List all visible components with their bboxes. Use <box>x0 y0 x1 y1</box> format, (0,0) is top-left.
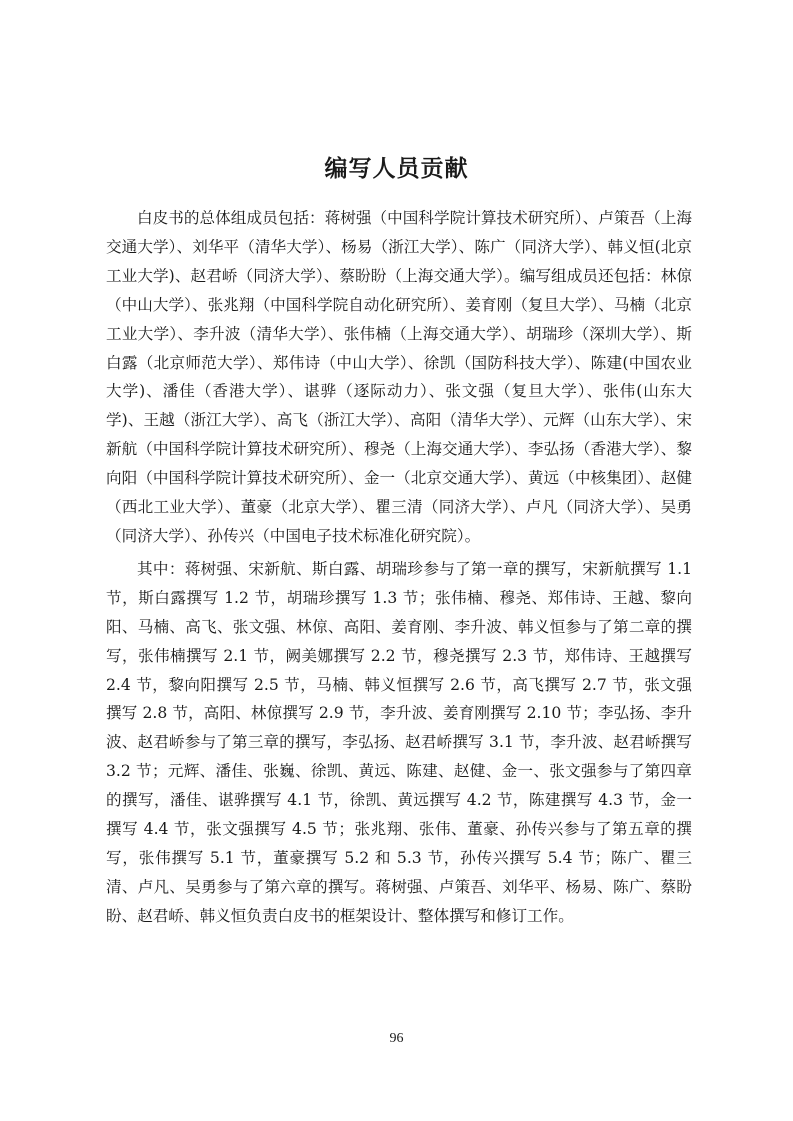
page-title: 编写人员贡献 <box>324 156 469 182</box>
paragraph-contributions: 其中：蒋树强、宋新航、斯白露、胡瑞珍参与了第一章的撰写，宋新航撰写 1.1 节，斯白露撰写 1.2 节，胡瑞珍撰写 1.3 节；张伟楠、穆尧、郑伟诗、王越、黎向阳、马楠、高飞、张文强、林倞、高阳、姜育刚、李升波、韩义恒参与了第二章的撰写，张伟楠撰写 2.1 节，阙美娜撰写 2.2 节，穆尧撰写 2.3 节，郑伟诗、王越撰写 2.4 节，黎向阳撰写 2.5 节，马楠、韩义恒撰写 2.6 节，高飞撰写 2.7 节，张文强撰写 2.8 节，高阳、林倞撰写 2.9 节，李升波、姜育刚撰写 2.10 节；李弘扬、李升波、赵君峤参与了第三章的撰写，李弘扬、赵君峤撰写 3.1 节，李升波、赵君峤撰写 3.2 节；元辉、潘佳、张巍、徐凯、黄远、陈建、赵健、金一、张文强参与了第四章的撰写，潘佳、谌骅撰写 4.1 节，徐凯、黄远撰写 4.2 节，陈建撰写 4.3 节，金一撰写 4.4 节，张文强撰写 4.5 节；张兆翔、张伟、董豪、孙传兴参与了第五章的撰写，张伟撰写 5.1 节，董豪撰写 5.2 和 5.3 节，孙传兴撰写 5.4 节；陈广、瞿三清、卢凡、吴勇参与了第六章的撰写。蒋树强、卢策吾、刘华平、杨易、陈广、蔡盼盼、赵君峤、韩义恒负责白皮书的框架设计、整体撰写和修订工作。 <box>106 559 692 925</box>
page-number: 96 <box>389 1031 404 1046</box>
paragraph-members: 白皮书的总体组成员包括：蒋树强（中国科学院计算技术研究所）、卢策吾（上海交通大学）、刘华平（清华大学）、杨易（浙江大学）、陈广（同济大学）、韩义恒(北京工业大学)、赵君峤（同济大学）、蔡盼盼（上海交通大学）。编写组成员还包括：林倞（中山大学）、张兆翔（中国科学院自动化研究所）、姜育刚（复旦大学）、马楠（北京工业大学）、李升波（清华大学）、张伟楠（上海交通大学）、胡瑞珍（深圳大学）、斯白露（北京师范大学）、郑伟诗（中山大学）、徐凯（国防科技大学）、陈建(中国农业大学)、潘佳（香港大学）、谌骅（逐际动力）、张文强（复旦大学）、张伟(山东大学)、王越（浙江大学）、高飞（浙江大学）、高阳（清华大学）、元辉（山东大学）、宋新航（中国科学院计算技术研究所）、穆尧（上海交通大学）、李弘扬（香港大学）、黎向阳（中国科学院计算技术研究所）、金一（北京交通大学）、黄远（中核集团）、赵健（西北工业大学）、董豪（北京大学）、瞿三清（同济大学）、卢凡（同济大学）、吴勇（同济大学）、孙传兴（中国电子技术标准化研究院）。 <box>106 209 692 545</box>
body-text <box>106 204 692 935</box>
